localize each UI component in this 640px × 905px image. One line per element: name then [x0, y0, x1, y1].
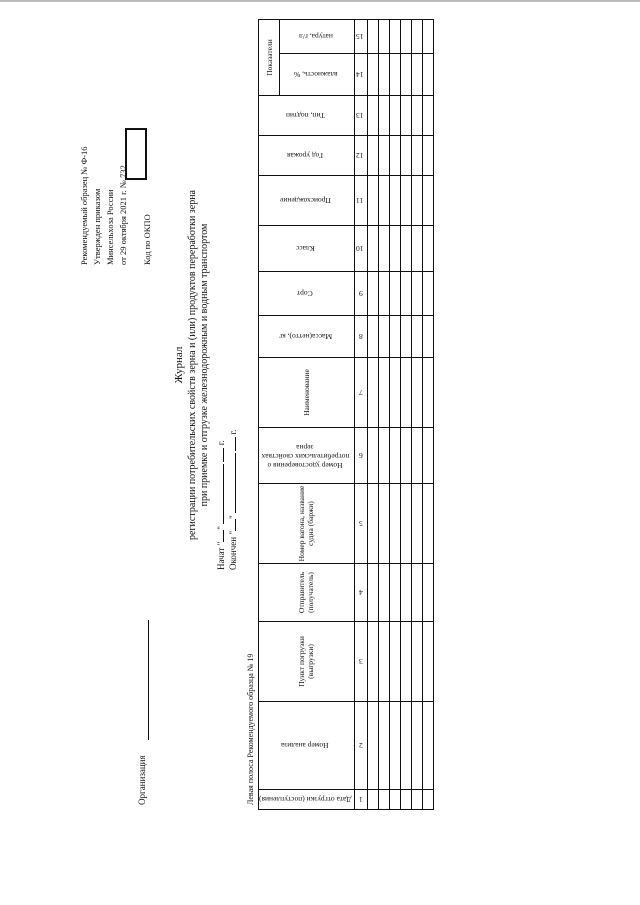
col-num-4: 4 — [354, 564, 367, 622]
table-cell[interactable] — [378, 622, 389, 702]
start-year-field[interactable] — [214, 448, 224, 462]
table-cell[interactable] — [400, 226, 411, 272]
table-cell[interactable] — [400, 316, 411, 358]
col-header-4: Отправитель (получатель) — [259, 564, 355, 622]
end-date-row: Окончен "" г. — [228, 429, 238, 570]
table-cell[interactable] — [378, 702, 389, 790]
table-cell[interactable] — [367, 226, 378, 272]
col-num-11: 11 — [354, 176, 367, 226]
table-cell[interactable] — [400, 54, 411, 96]
table-cell[interactable] — [378, 136, 389, 176]
table-cell[interactable] — [422, 428, 433, 484]
table-cell[interactable] — [378, 226, 389, 272]
table-cell[interactable] — [422, 96, 433, 136]
table-cell[interactable] — [400, 176, 411, 226]
col-num-7: 7 — [354, 358, 367, 428]
col-header-3: Пункт погрузки (выгрузки) — [259, 622, 355, 702]
col-num-14: 14 — [354, 54, 367, 96]
table-cell[interactable] — [400, 564, 411, 622]
table-cell[interactable] — [411, 428, 422, 484]
start-month-field[interactable] — [214, 464, 224, 524]
table-cell[interactable] — [400, 622, 411, 702]
table-cell[interactable] — [367, 484, 378, 564]
table-cell[interactable] — [411, 96, 422, 136]
col-header-8: Масса(нетто), кг — [259, 316, 355, 358]
table-cell[interactable] — [411, 484, 422, 564]
table-cell[interactable] — [422, 358, 433, 428]
end-day-field[interactable] — [226, 519, 236, 531]
left-strip-label: Левая полоса Рекомендуемого образца № 19 — [246, 653, 255, 805]
table-cell[interactable] — [389, 428, 400, 484]
table-cell[interactable] — [378, 358, 389, 428]
okpo-field[interactable] — [125, 128, 147, 180]
table-cell[interactable] — [389, 20, 400, 54]
table-cell[interactable] — [400, 484, 411, 564]
col-num-1: 1 — [354, 790, 367, 810]
col-num-6: 6 — [354, 428, 367, 484]
table-cell[interactable] — [367, 96, 378, 136]
table-cell[interactable] — [367, 564, 378, 622]
table-row — [400, 20, 411, 810]
table-cell[interactable] — [400, 702, 411, 790]
col-header-11: Происхождение — [259, 176, 355, 226]
table-cell[interactable] — [422, 176, 433, 226]
order-date: от 29 октября 2021 г. № 732 — [118, 165, 128, 265]
col-header-9: Сорт — [259, 272, 355, 316]
table-cell[interactable] — [411, 790, 422, 810]
table-cell[interactable] — [411, 316, 422, 358]
table-cell[interactable] — [389, 54, 400, 96]
table-row — [422, 20, 433, 810]
organization-field[interactable] — [148, 620, 149, 740]
col-header-1: Дата отгрузки (поступления) — [259, 790, 355, 810]
table-cell[interactable] — [389, 358, 400, 428]
col-num-15: 15 — [354, 20, 367, 54]
table-cell[interactable] — [411, 272, 422, 316]
table-cell[interactable] — [411, 564, 422, 622]
table-cell[interactable] — [367, 702, 378, 790]
col-num-10: 10 — [354, 226, 367, 272]
table-cell[interactable] — [389, 790, 400, 810]
table-cell[interactable] — [378, 54, 389, 96]
start-date-row: Начат "" г. — [216, 440, 226, 570]
table-cell[interactable] — [378, 96, 389, 136]
table-cell[interactable] — [389, 176, 400, 226]
table-cell[interactable] — [378, 176, 389, 226]
table-cell[interactable] — [411, 176, 422, 226]
table-cell[interactable] — [400, 136, 411, 176]
table-cell[interactable] — [400, 272, 411, 316]
end-label: Окончен — [228, 536, 238, 570]
table-cell[interactable] — [422, 484, 433, 564]
table-cell[interactable] — [378, 272, 389, 316]
table-cell[interactable] — [367, 358, 378, 428]
table-cell[interactable] — [378, 20, 389, 54]
table-cell[interactable] — [422, 136, 433, 176]
col-header-13: Тип, подтип — [259, 96, 355, 136]
page-subtitle-1: регистрации потребительских свойств зерна и (или) продуктов переработки зерна — [187, 190, 198, 540]
table-cell[interactable] — [411, 54, 422, 96]
table-cell[interactable] — [367, 428, 378, 484]
table-cell[interactable] — [389, 316, 400, 358]
table-cell[interactable] — [378, 790, 389, 810]
col-num-13: 13 — [354, 96, 367, 136]
approval-block — [78, 146, 130, 265]
table-cell[interactable] — [422, 20, 433, 54]
table-cell[interactable] — [389, 136, 400, 176]
indicators-group-header: Показатели — [259, 20, 280, 96]
col-header-15: натура, г/л — [280, 20, 354, 54]
table-cell[interactable] — [378, 564, 389, 622]
table-row — [367, 20, 378, 810]
table-cell[interactable] — [411, 702, 422, 790]
table-cell[interactable] — [367, 622, 378, 702]
table-cell[interactable] — [422, 54, 433, 96]
table-cell[interactable] — [411, 20, 422, 54]
table-cell[interactable] — [411, 226, 422, 272]
okpo-label: Код по ОКПО — [142, 214, 152, 265]
table-cell[interactable] — [367, 54, 378, 96]
column-number-row — [354, 20, 367, 810]
table-cell[interactable] — [400, 428, 411, 484]
col-num-12: 12 — [354, 136, 367, 176]
table-cell[interactable] — [411, 358, 422, 428]
table-cell[interactable] — [389, 622, 400, 702]
end-year-field[interactable] — [226, 437, 236, 451]
table-cell[interactable] — [389, 564, 400, 622]
table-cell[interactable] — [400, 96, 411, 136]
col-num-9: 9 — [354, 272, 367, 316]
sample-number: Рекомендуемый образец № Ф-16 — [79, 146, 89, 265]
table-cell[interactable] — [400, 20, 411, 54]
col-header-5: Номер вагона, название судна (баржи) — [259, 484, 355, 564]
table-cell[interactable] — [367, 136, 378, 176]
start-day-field[interactable] — [214, 530, 224, 542]
end-month-field[interactable] — [226, 453, 236, 513]
table-cell[interactable] — [367, 316, 378, 358]
table-cell[interactable] — [367, 272, 378, 316]
col-num-8: 8 — [354, 316, 367, 358]
table-cell[interactable] — [411, 136, 422, 176]
table-cell[interactable] — [422, 702, 433, 790]
table-cell[interactable] — [422, 622, 433, 702]
table-row — [411, 20, 422, 810]
table-row — [389, 20, 400, 810]
col-num-2: 2 — [354, 702, 367, 790]
table-cell[interactable] — [411, 622, 422, 702]
table-cell[interactable] — [422, 226, 433, 272]
col-num-5: 5 — [354, 484, 367, 564]
table-cell[interactable] — [367, 176, 378, 226]
table-cell[interactable] — [422, 272, 433, 316]
table-cell[interactable] — [389, 272, 400, 316]
table-cell[interactable] — [389, 96, 400, 136]
table-cell[interactable] — [422, 316, 433, 358]
start-label: Начат — [216, 547, 226, 570]
table-cell[interactable] — [389, 226, 400, 272]
col-header-12: Год урожая — [259, 136, 355, 176]
col-header-14: влажность, % — [280, 54, 354, 96]
ministry-name: Минсельхоза России — [105, 189, 115, 265]
table-cell[interactable] — [378, 428, 389, 484]
table-cell[interactable] — [400, 790, 411, 810]
col-header-6: Номер удостоверения о потребительских свойствах зерна — [259, 428, 355, 484]
col-header-10: Класс — [259, 226, 355, 272]
col-header-7: Наименование — [259, 358, 355, 428]
page-title: Журнал — [173, 346, 185, 384]
table-cell[interactable] — [378, 484, 389, 564]
table-cell[interactable] — [367, 790, 378, 810]
journal-table — [258, 19, 434, 810]
table-cell[interactable] — [400, 358, 411, 428]
table-row — [378, 20, 389, 810]
page-subtitle-2: при приемке и отгрузке железнодорожным и водным транспортом — [199, 223, 210, 507]
table-cell[interactable] — [422, 564, 433, 622]
organization-label: Организация — [137, 755, 147, 805]
col-header-2: Номер анализа — [259, 702, 355, 790]
approved-by: Утвержден приказом — [92, 188, 102, 265]
col-num-3: 3 — [354, 622, 367, 702]
table-cell[interactable] — [422, 790, 433, 810]
table-cell[interactable] — [389, 484, 400, 564]
table-cell[interactable] — [367, 20, 378, 54]
table-cell[interactable] — [378, 316, 389, 358]
table-cell[interactable] — [389, 702, 400, 790]
